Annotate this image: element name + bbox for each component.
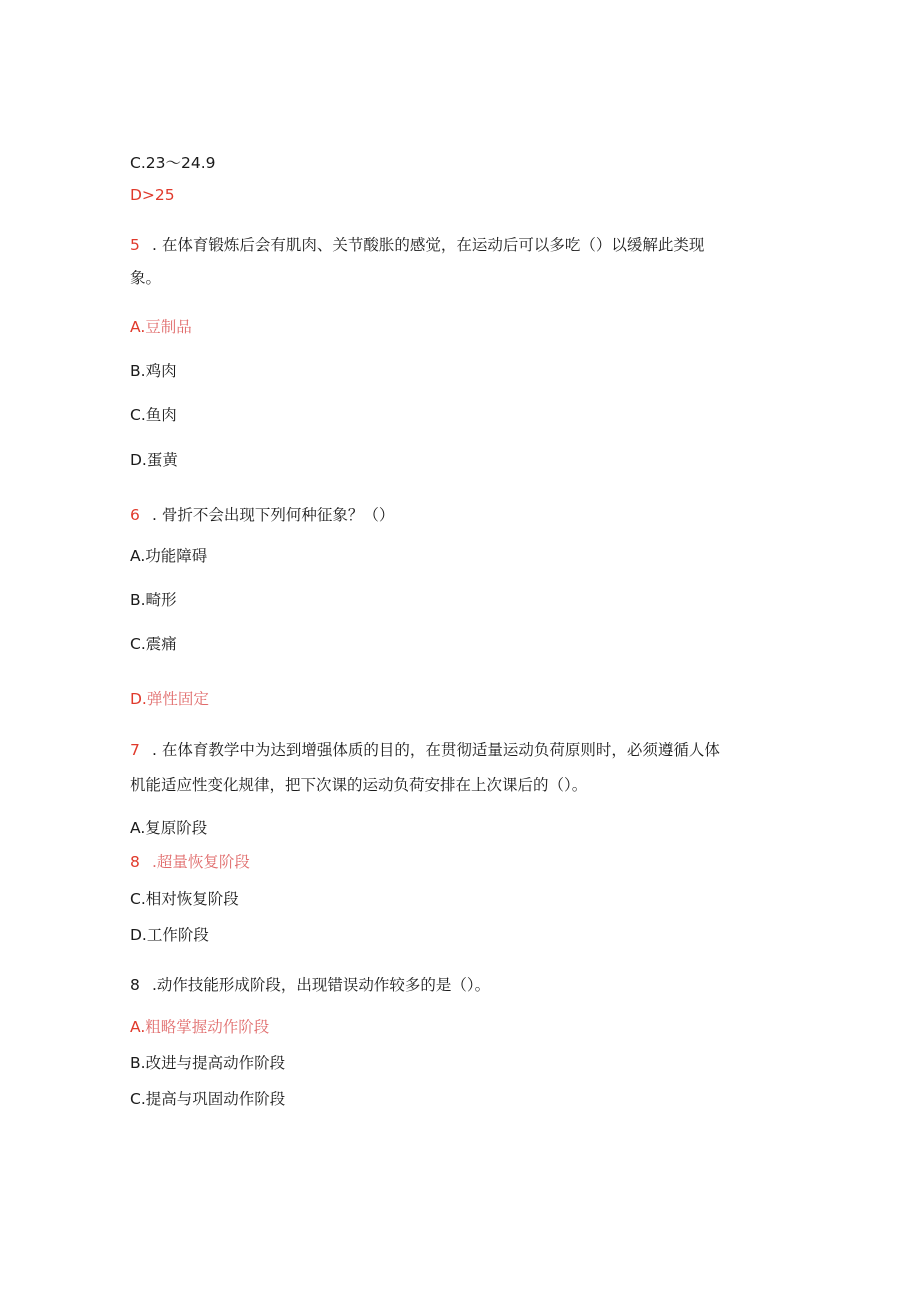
option-text: 弹性固定 bbox=[146, 690, 209, 708]
question-number: 8 bbox=[130, 976, 140, 994]
question-number: 7 bbox=[130, 741, 140, 759]
option-letter: B. bbox=[130, 1054, 146, 1072]
question-6-option-b bbox=[130, 590, 177, 610]
question-6-option-a bbox=[130, 546, 207, 566]
option-c-prev bbox=[130, 153, 216, 173]
option-text: 震痛 bbox=[145, 635, 177, 653]
option-text: 功能障碍 bbox=[145, 547, 208, 565]
question-5-line-2 bbox=[130, 268, 161, 288]
option-letter: A. bbox=[130, 547, 146, 565]
question-text: . 在体育锻炼后会有肌肉、关节酸胀的感觉，在运动后可以多吃（）以缓解此类现 bbox=[152, 236, 705, 254]
option-text: 提高与巩固动作阶段 bbox=[145, 1090, 286, 1108]
question-number: 5 bbox=[130, 236, 140, 254]
question-8-option-a bbox=[130, 1017, 269, 1037]
option-text: 豆制品 bbox=[145, 318, 192, 336]
question-text: .动作技能形成阶段，出现错误动作较多的是（）。 bbox=[152, 976, 491, 994]
option-text: 畸形 bbox=[145, 591, 177, 609]
question-number: 6 bbox=[130, 506, 140, 524]
question-5-option-d bbox=[130, 450, 178, 470]
question-7-option-c bbox=[130, 889, 239, 909]
option-letter: 8 bbox=[130, 853, 140, 871]
question-7-option-d bbox=[130, 925, 209, 945]
question-text: . 在体育教学中为达到增强体质的目的，在贯彻适量运动负荷原则时，必须遵循人体 bbox=[152, 741, 720, 759]
question-6-line-1 bbox=[130, 505, 394, 525]
option-text: D>25 bbox=[130, 186, 175, 204]
question-text: 象。 bbox=[130, 269, 162, 287]
option-letter: A. bbox=[130, 318, 146, 336]
option-text: 改进与提高动作阶段 bbox=[145, 1054, 286, 1072]
option-letter: C. bbox=[130, 635, 146, 653]
option-letter: C. bbox=[130, 890, 146, 908]
option-text: C.23～24.9 bbox=[130, 154, 216, 172]
question-5-line-1 bbox=[130, 235, 704, 255]
option-letter: A. bbox=[130, 1018, 146, 1036]
option-text: .超量恢复阶段 bbox=[152, 853, 250, 871]
option-text: 鱼肉 bbox=[145, 406, 177, 424]
question-5-option-c bbox=[130, 405, 177, 425]
question-7-option-b bbox=[130, 852, 250, 872]
question-7-line-2 bbox=[130, 775, 587, 795]
question-8-line-1 bbox=[130, 975, 490, 995]
option-text: 复原阶段 bbox=[145, 819, 208, 837]
option-letter: C. bbox=[130, 1090, 146, 1108]
option-letter: A. bbox=[130, 819, 146, 837]
question-6-option-d bbox=[130, 689, 209, 709]
option-letter: B. bbox=[130, 591, 146, 609]
question-7-line-1 bbox=[130, 740, 720, 760]
option-text: 鸡肉 bbox=[145, 362, 177, 380]
option-text: 蛋黄 bbox=[146, 451, 178, 469]
option-letter: D. bbox=[130, 690, 147, 708]
question-7-option-a bbox=[130, 818, 207, 838]
question-8-option-b bbox=[130, 1053, 285, 1073]
question-8-option-c bbox=[130, 1089, 285, 1109]
option-d-prev bbox=[130, 185, 175, 205]
question-5-option-a bbox=[130, 317, 192, 337]
question-text: 机能适应性变化规律，把下次课的运动负荷安排在上次课后的（）。 bbox=[130, 776, 588, 794]
option-text: 粗略掌握动作阶段 bbox=[145, 1018, 270, 1036]
option-letter: B. bbox=[130, 362, 146, 380]
question-6-option-c bbox=[130, 634, 177, 654]
question-text: . 骨折不会出现下列何种征象？（） bbox=[152, 506, 395, 524]
option-letter: D. bbox=[130, 451, 147, 469]
option-letter: C. bbox=[130, 406, 146, 424]
option-text: 工作阶段 bbox=[146, 926, 209, 944]
question-5-option-b bbox=[130, 361, 177, 381]
option-text: 相对恢复阶段 bbox=[145, 890, 239, 908]
option-letter: D. bbox=[130, 926, 147, 944]
